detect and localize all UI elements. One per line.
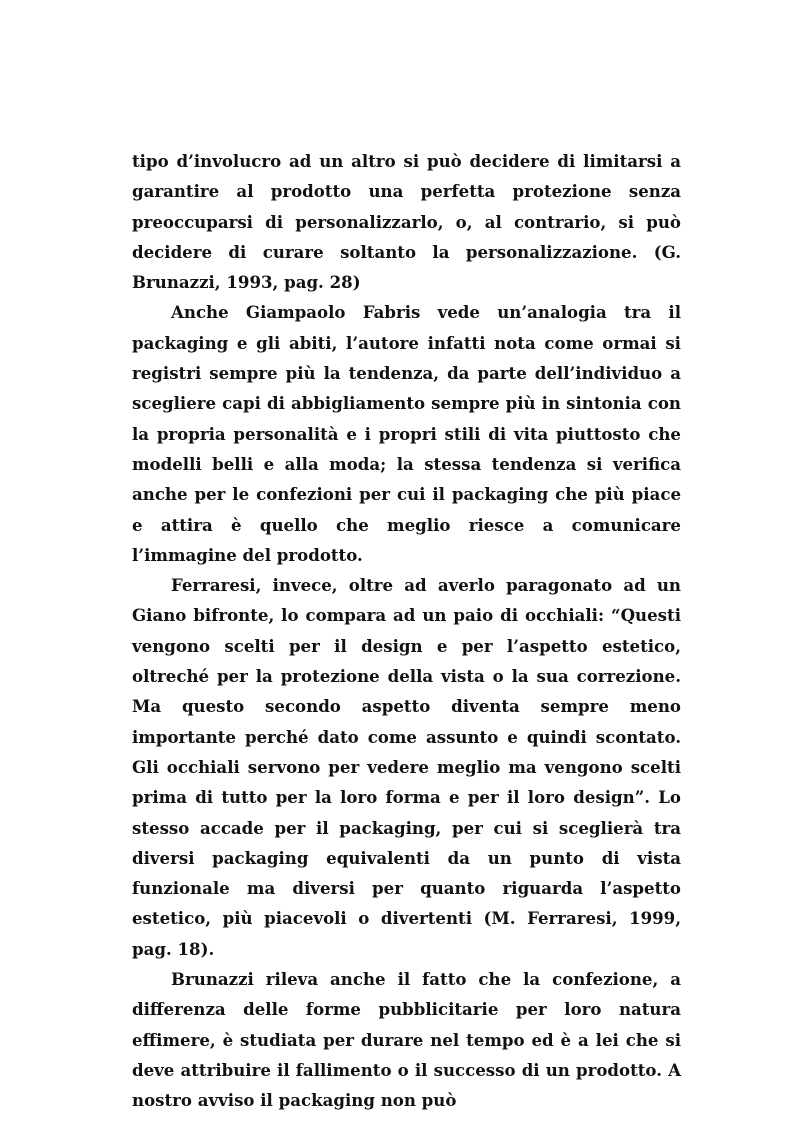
body-text xyxy=(132,146,681,1116)
paragraph-fabris: Anche Giampaolo Fabris vede un’analogia tra il packaging e gli abiti, l’autore infatti nota come ormai si registri sempre più la tendenza, da parte dell’individuo a scegliere capi di abbigliamento sempre più in sintonia con la propria personalità e i propri stili di vita piuttosto che modelli belli e alla moda; la stessa tendenza si verifica anche per le confezioni per cui il packaging che più piace e attira è quello che meglio riesce a comunicare l’immagine del prodotto. xyxy=(132,302,681,565)
paragraph-brunazzi: Brunazzi rileva anche il fatto che la confezione, a differenza delle forme pubblicitarie per loro natura effimere, è studiata per durare nel tempo ed è a lei che si deve attribuire il fallimento o il successo di un prodotto. A nostro avviso il packaging non può xyxy=(132,969,681,1111)
paragraph-continuation: tipo d’involucro ad un altro si può decidere di limitarsi a garantire al prodotto una perfetta protezione senza preoccuparsi di personalizzarlo, o, al contrario, si può decidere di curare soltanto la personalizzazione. (G. Brunazzi, 1993, pag. 28) xyxy=(132,151,681,293)
paragraph-ferraresi: Ferraresi, invece, oltre ad averlo paragonato ad un Giano bifronte, lo compara ad un paio di occhiali: “Questi vengono scelti per il design e per l’aspetto estetico, oltreché per la protezione della vista o la sua correzione. Ma questo secondo aspetto diventa sempre meno importante perché dato come assunto e quindi scontato. Gli occhiali servono per vedere meglio ma vengono scelti prima di tutto per la loro forma e per il loro design”. Lo stesso accade per il packaging, per cui si sceglierà tra diversi packaging equivalenti da un punto di vista funzionale ma diversi per quanto riguarda l’aspetto estetico, più piacevoli o divertenti (M. Ferraresi, 1999, pag. 18). xyxy=(132,575,681,959)
